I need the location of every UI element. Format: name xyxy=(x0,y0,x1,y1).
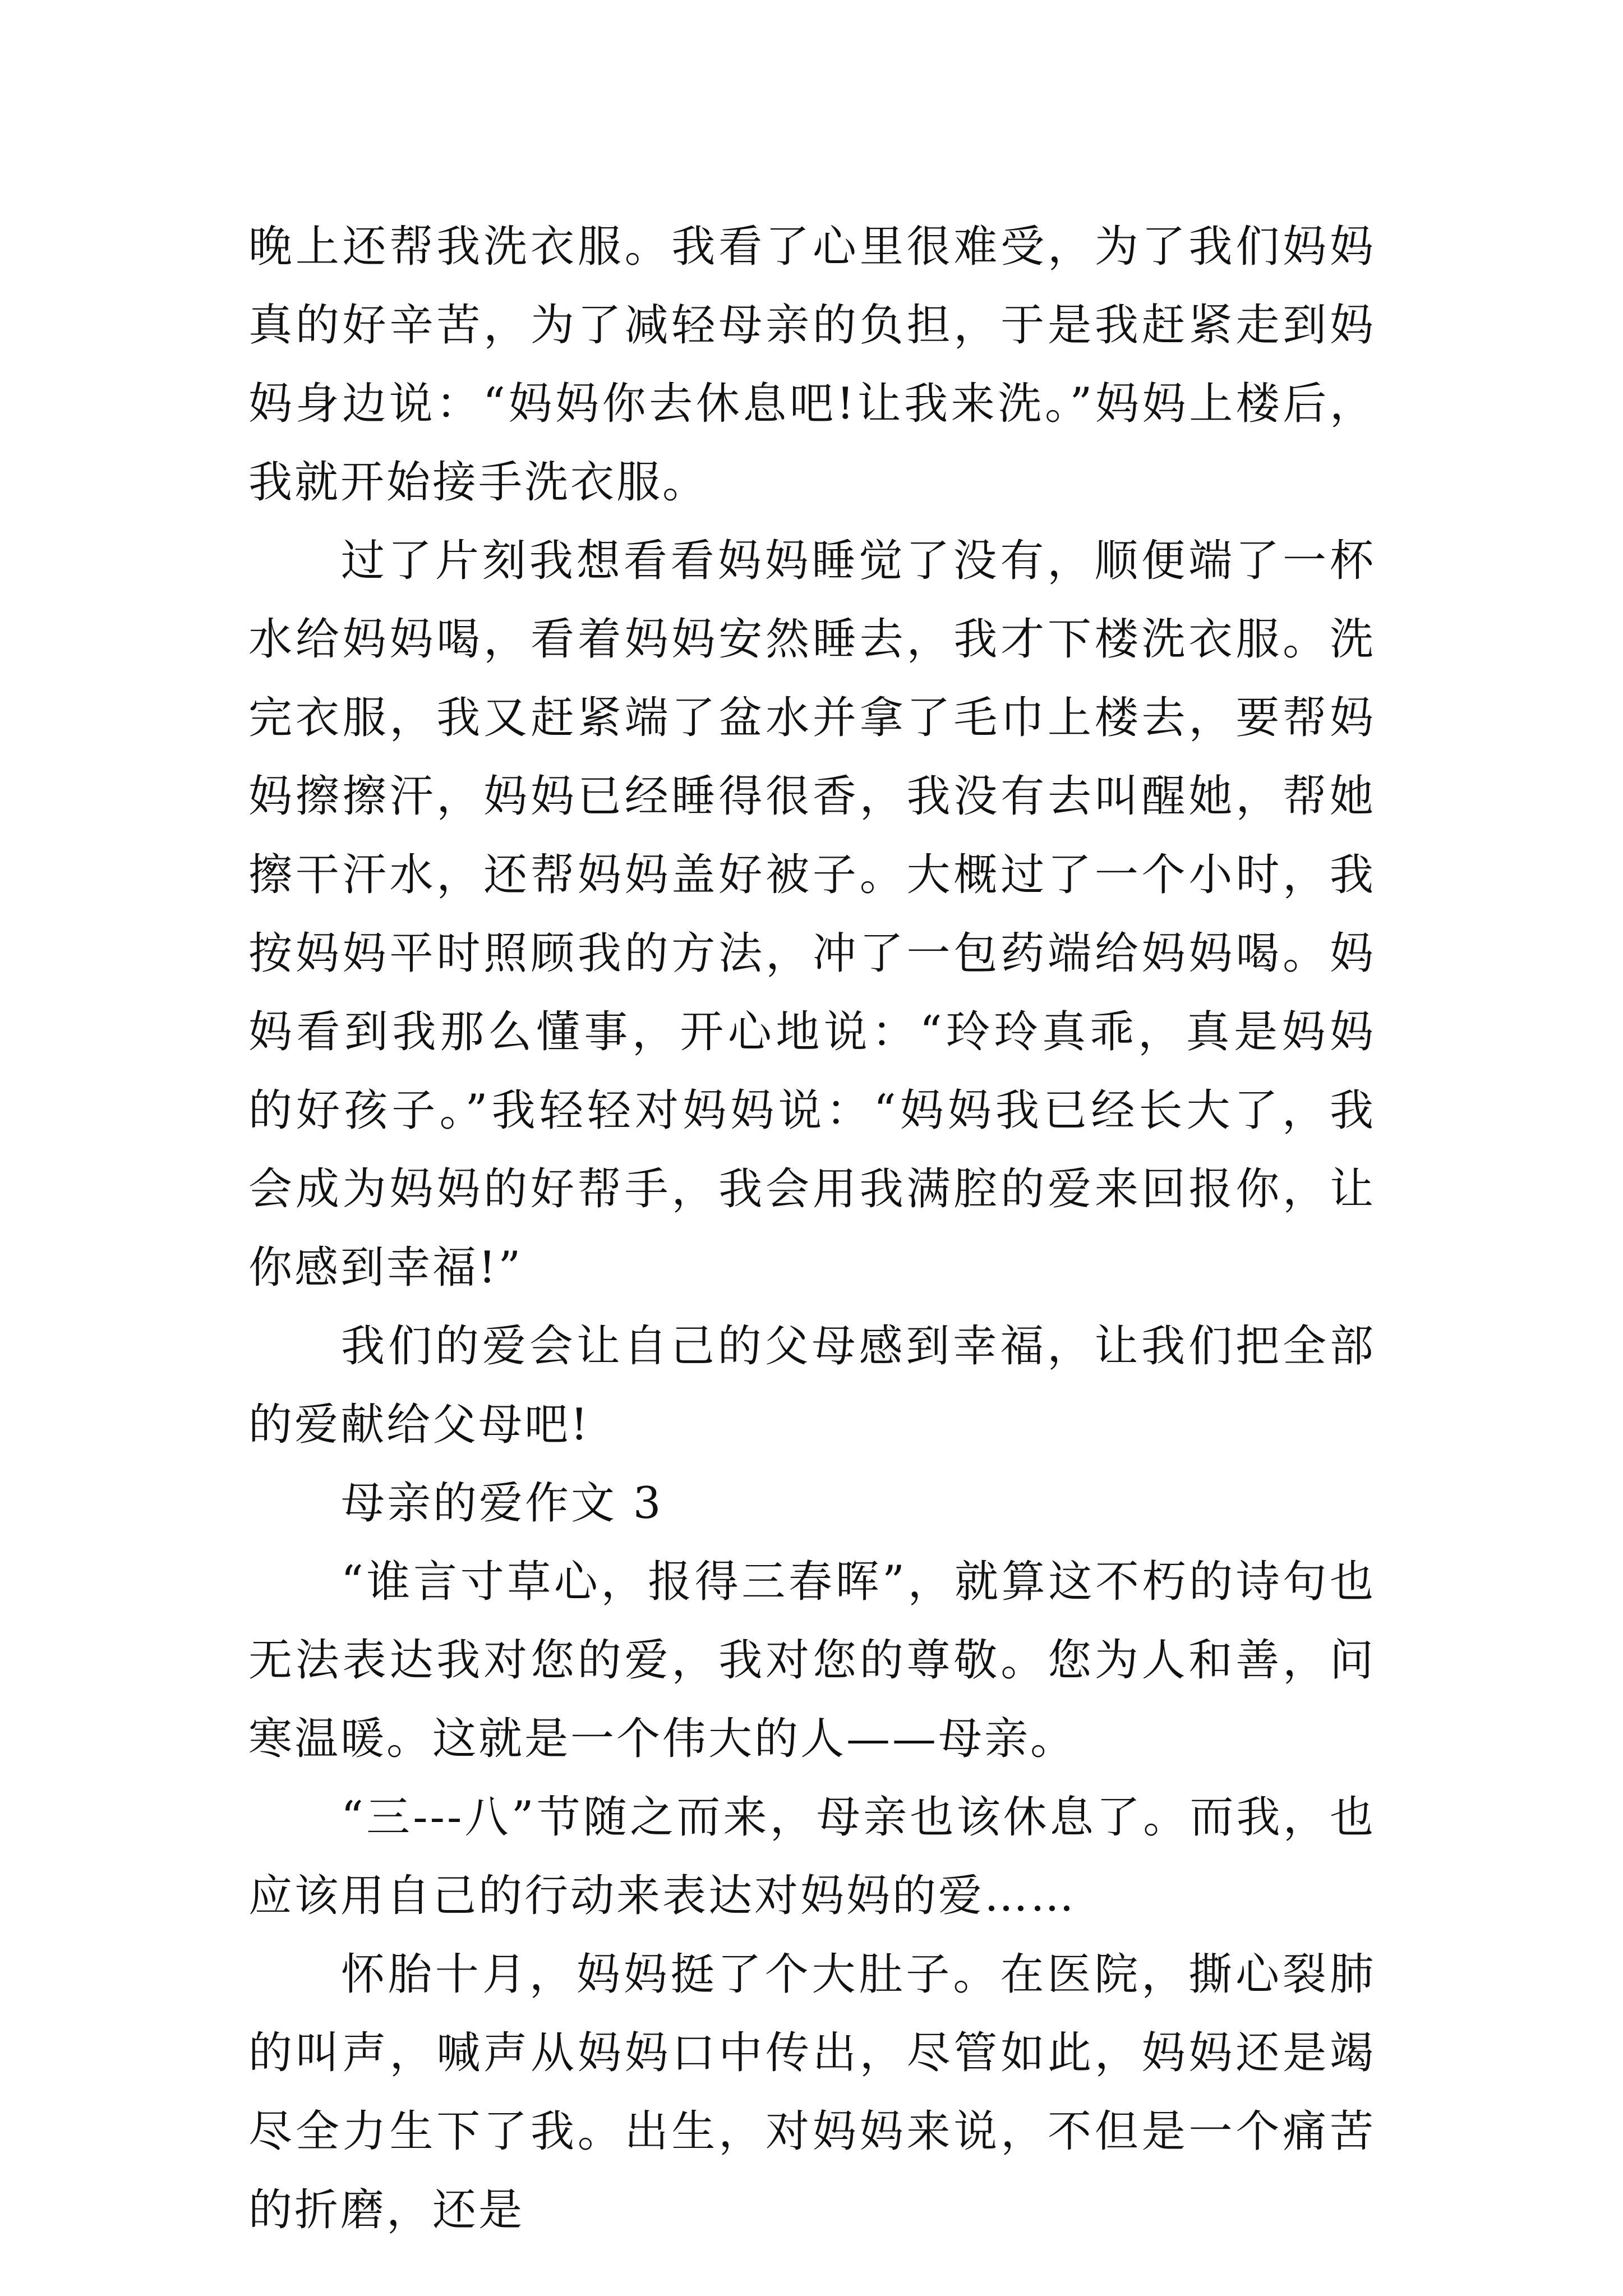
section-heading: 母亲的爱作文 3 xyxy=(341,1478,663,1529)
paragraph: 过了片刻我想看看妈妈睡觉了没有，顺便端了一杯水给妈妈喝，看着妈妈安然睡去，我才下楼洗衣服。洗完衣服，我又赶紧端了盆水并拿了毛巾上楼去，要帮妈妈擦擦汗，妈妈已经睡得很香，我没有去叫醒她，帮她擦干汗水，还帮妈妈盖好被子。大概过了一个小时，我按妈妈平时照顾我的方法，冲了一包药端给妈妈喝。妈妈看到我那么懂事，开心地说：“玲玲真乖，真是妈妈的好孩子。”我轻轻对妈妈说：“妈妈我已经长大了，我会成为妈妈的好帮手，我会用我满腔的爱来回报你，让你感到幸福!” xyxy=(248,536,1376,1293)
paragraph: “谁言寸草心，报得三春晖”，就算这不朽的诗句也无法表达我对您的爱，我对您的尊敬。您为人和善，问寒温暖。这就是一个伟大的人——母亲。 xyxy=(248,1557,1376,1764)
paragraph-continuation: 晚上还帮我洗衣服。我看了心里很难受，为了我们妈妈真的好辛苦，为了减轻母亲的负担，于是我赶紧走到妈妈身边说：“妈妈你去休息吧!让我来洗。”妈妈上楼后，我就开始接手洗衣服。 xyxy=(248,222,1376,508)
paragraph: 怀胎十月，妈妈挺了个大肚子。在医院，撕心裂肺的叫声，喊声从妈妈口中传出，尽管如此，妈妈还是竭尽全力生下了我。出生，对妈妈来说，不但是一个痛苦的折磨，还是 xyxy=(248,1949,1376,2235)
paragraph: 我们的爱会让自己的父母感到幸福，让我们把全部的爱献给父母吧! xyxy=(248,1321,1376,1450)
paragraph: “三---八”节随之而来，母亲也该休息了。而我，也应该用自己的行动来表达对妈妈的爱…… xyxy=(248,1792,1376,1921)
document-body xyxy=(248,208,1376,2249)
